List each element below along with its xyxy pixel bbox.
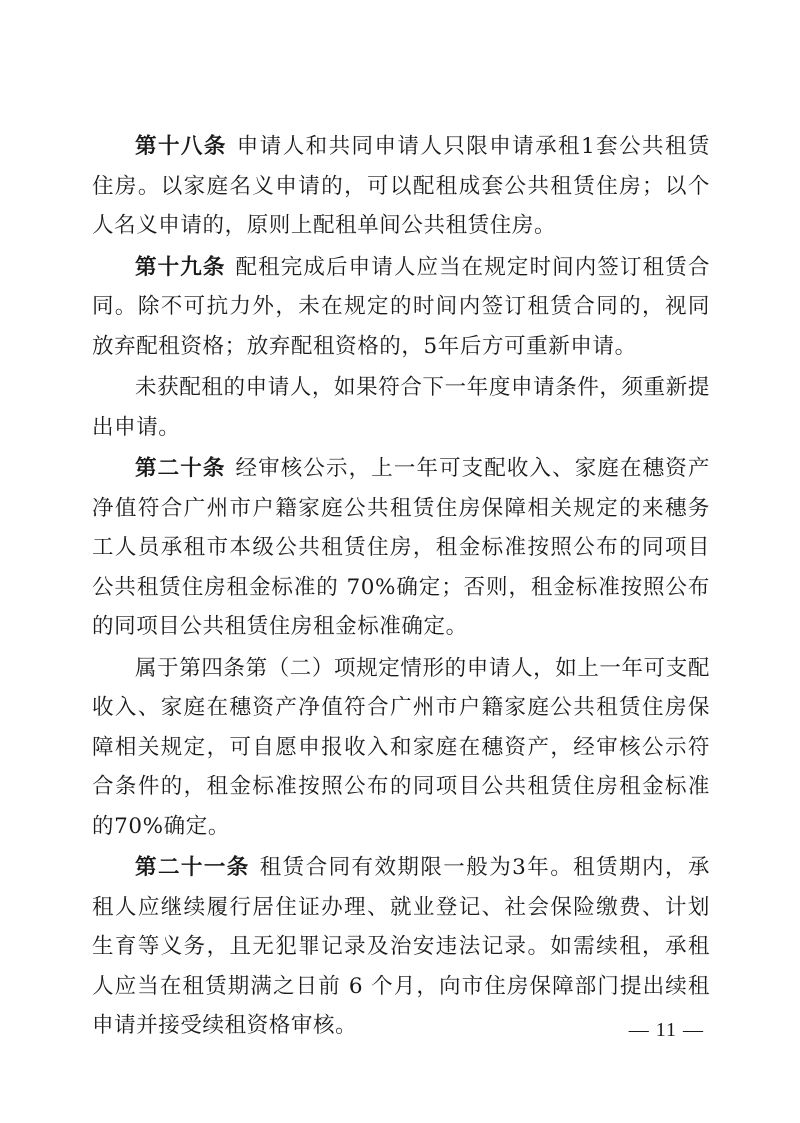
article-20-continuation bbox=[92, 649, 710, 847]
article-text: 租赁合同有效期限一般为3年。租赁期内，承租人应继续履行居住证办理、就业登记、社会保险缴费、计划生育等义务，且无犯罪记录及治安违法记录。如需续租，承租人应当在租赁期满之日前 6 个月，向市住房保障部门提出续租申请并接受续租资格审核。 bbox=[92, 855, 710, 1038]
article-text: 经审核公示，上一年可支配收入、家庭在穗资产净值符合广州市户籍家庭公共租赁住房保障相关规定的来穗务工人员承租市本级公共租赁住房，租金标准按照公布的同项目公共租赁住房租金标准的 70%确定；否则，租金标准按照公布的同项目公共租赁住房租金标准确定。 bbox=[92, 456, 710, 639]
paragraph-text: 未获配租的申请人，如果符合下一年度申请条件，须重新提出申请。 bbox=[92, 375, 710, 440]
article-19-paragraph bbox=[92, 248, 710, 367]
article-20-paragraph bbox=[92, 449, 710, 647]
article-heading: 第二十一条 bbox=[135, 855, 250, 880]
paragraph-text: 属于第四条第（二）项规定情形的申请人，如上一年可支配收入、家庭在穗资产净值符合广州市户籍家庭公共租赁住房保障相关规定，可自愿申报收入和家庭在穗资产，经审核公示符合条件的，租金标准按照公布的同项目公共租赁住房租金标准的70%确定。 bbox=[92, 655, 710, 839]
article-heading: 第十八条 bbox=[135, 134, 227, 159]
article-18-paragraph bbox=[92, 127, 710, 246]
article-text: 申请人和共同申请人只限申请承租1套公共租赁住房。以家庭名义申请的，可以配租成套公共租赁住房；以个人名义申请的，原则上配租单间公共租赁住房。 bbox=[92, 134, 711, 238]
page-number: — 11 — bbox=[628, 1019, 704, 1041]
article-19-continuation bbox=[92, 368, 710, 447]
article-heading: 第十九条 bbox=[135, 254, 226, 280]
document-body bbox=[92, 127, 710, 1048]
article-text: 配租完成后申请人应当在规定时间内签订租赁合同。除不可抗力外，未在规定的时间内签订租赁合同的，视同放弃配租资格；放弃配租资格的，5年后方可重新申请。 bbox=[92, 254, 710, 359]
article-21-paragraph bbox=[92, 848, 710, 1046]
article-heading: 第二十条 bbox=[135, 456, 226, 481]
